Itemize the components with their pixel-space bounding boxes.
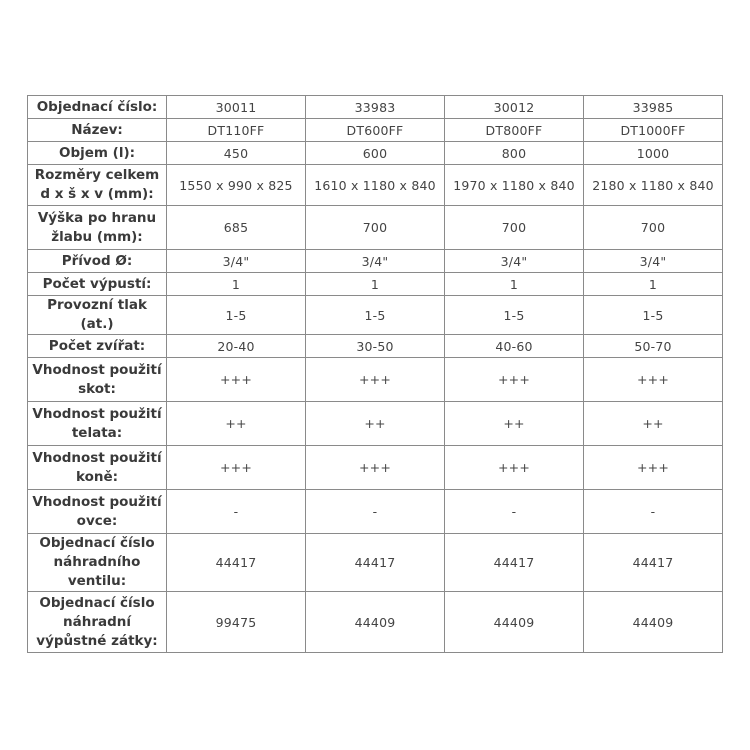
cell-value: 2180 x 1180 x 840 [584,165,723,206]
cell-value: 44409 [445,592,584,653]
cell-value: ++ [167,402,306,446]
row-label: Vhodnost použití koně: [28,446,167,490]
row-label: Výška po hranu žlabu (mm): [28,206,167,250]
cell-value: +++ [167,446,306,490]
product-spec-table [27,95,723,653]
cell-value: DT1000FF [584,119,723,142]
cell-value: 1970 x 1180 x 840 [445,165,584,206]
cell-value: +++ [306,358,445,402]
row-label: Počet zvířat: [28,335,167,358]
cell-value: 3/4" [584,250,723,273]
cell-value: ++ [584,402,723,446]
cell-value: 1610 x 1180 x 840 [306,165,445,206]
table-row-outlets [28,273,723,296]
table-row-dimensions [28,165,723,206]
cell-value: 450 [167,142,306,165]
cell-value: DT800FF [445,119,584,142]
cell-value: 1 [584,273,723,296]
cell-value: - [167,490,306,534]
cell-value: 1 [167,273,306,296]
table-row-volume [28,142,723,165]
cell-value: 700 [306,206,445,250]
cell-value: +++ [584,358,723,402]
cell-value: 44417 [584,534,723,592]
table-row-suitability-sheep [28,490,723,534]
row-label: Objednací číslo: [28,96,167,119]
cell-value: - [445,490,584,534]
cell-value: - [306,490,445,534]
table-row-inlet [28,250,723,273]
cell-value: 40-60 [445,335,584,358]
cell-value: 800 [445,142,584,165]
cell-value: 44409 [584,592,723,653]
cell-value: 44417 [306,534,445,592]
cell-value: DT600FF [306,119,445,142]
row-label: Provozní tlak (at.) [28,296,167,335]
row-label: Vhodnost použití skot: [28,358,167,402]
cell-value: 3/4" [445,250,584,273]
cell-value: 30011 [167,96,306,119]
row-label: Objem (l): [28,142,167,165]
table-row-suitability-calves [28,402,723,446]
cell-value: 30-50 [306,335,445,358]
cell-value: 3/4" [167,250,306,273]
row-label: Objednací číslo náhradního ventilu: [28,534,167,592]
cell-value: 3/4" [306,250,445,273]
cell-value: +++ [584,446,723,490]
cell-value: - [584,490,723,534]
cell-value: ++ [445,402,584,446]
cell-value: +++ [167,358,306,402]
table-row-suitability-cattle [28,358,723,402]
cell-value: 20-40 [167,335,306,358]
cell-value: 600 [306,142,445,165]
row-label: Počet výpustí: [28,273,167,296]
table-row-pressure [28,296,723,335]
cell-value: 1 [306,273,445,296]
cell-value: 1 [445,273,584,296]
cell-value: +++ [445,446,584,490]
cell-value: 685 [167,206,306,250]
cell-value: 30012 [445,96,584,119]
cell-value: 44417 [167,534,306,592]
table-row-suitability-horses [28,446,723,490]
table-row-trough-height [28,206,723,250]
table-row-spare-plug [28,592,723,653]
table-row-animals [28,335,723,358]
table-row-name [28,119,723,142]
row-label: Rozměry celkem d x š x v (mm): [28,165,167,206]
cell-value: 1-5 [306,296,445,335]
table-row-spare-valve [28,534,723,592]
cell-value: 1-5 [445,296,584,335]
cell-value: +++ [306,446,445,490]
cell-value: 33983 [306,96,445,119]
cell-value: 99475 [167,592,306,653]
cell-value: 1000 [584,142,723,165]
row-label: Objednací číslo náhradní výpůstné zátky: [28,592,167,653]
row-label: Vhodnost použití ovce: [28,490,167,534]
table-row-order-number [28,96,723,119]
cell-value: 1550 x 990 x 825 [167,165,306,206]
row-label: Přívod Ø: [28,250,167,273]
cell-value: DT110FF [167,119,306,142]
cell-value: 44409 [306,592,445,653]
row-label: Vhodnost použití telata: [28,402,167,446]
cell-value: 1-5 [584,296,723,335]
cell-value: +++ [445,358,584,402]
cell-value: 33985 [584,96,723,119]
cell-value: 50-70 [584,335,723,358]
cell-value: 700 [445,206,584,250]
cell-value: 1-5 [167,296,306,335]
cell-value: ++ [306,402,445,446]
cell-value: 700 [584,206,723,250]
row-label: Název: [28,119,167,142]
cell-value: 44417 [445,534,584,592]
